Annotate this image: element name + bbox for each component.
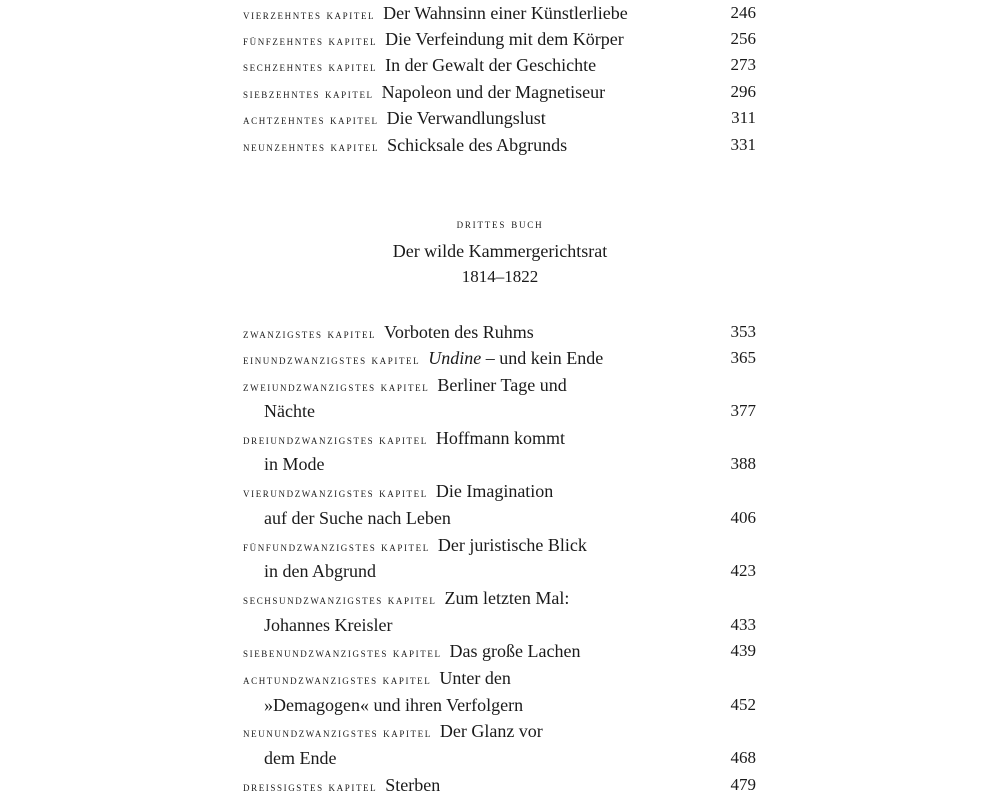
chapter-label: sechzehntes kapitel [243, 59, 378, 74]
chapter-label: fünfundzwanzigstes kapitel [243, 539, 430, 554]
toc-entry [243, 372, 756, 398]
toc-entry [243, 585, 756, 611]
chapter-title-italic: Undine [428, 348, 482, 368]
page-number: 311 [731, 108, 756, 127]
page-number: 452 [730, 695, 756, 714]
toc-entry [243, 26, 756, 52]
page-number: 331 [730, 135, 756, 154]
chapter-title-continuation: »Demagogen« und ihren Verfolgern [264, 695, 524, 715]
toc-entry [243, 425, 756, 451]
chapter-title-continuation: auf der Suche nach Leben [264, 508, 451, 528]
toc-entry [243, 319, 756, 345]
chapter-title: Das große Lachen [449, 641, 581, 661]
page-number: 246 [730, 3, 756, 22]
chapter-title: Der juristische Blick [437, 535, 587, 555]
chapter-title-continuation: dem Ende [264, 748, 337, 768]
page-number: 296 [730, 82, 756, 101]
chapter-title: Napoleon und der Magnetiseur [381, 82, 606, 102]
chapter-title: Die Imagination [435, 481, 554, 501]
page-number: 479 [730, 775, 756, 794]
chapter-title: Berliner Tage und [437, 375, 567, 395]
toc-entry [243, 79, 756, 105]
chapter-title: Die Verwandlungslust [386, 108, 546, 128]
toc-entry [243, 52, 756, 78]
chapter-label: zwanzigstes kapitel [243, 326, 377, 341]
chapter-title-continuation: in Mode [264, 454, 325, 474]
book-label: drittes buch [456, 216, 544, 231]
chapter-label: zweiundzwanzigstes kapitel [243, 379, 430, 394]
chapter-label: dreiundzwanzigstes kapitel [243, 432, 428, 447]
toc-entry [243, 718, 756, 744]
page-number: 433 [730, 615, 756, 634]
chapter-title: In der Gewalt der Geschichte [385, 55, 597, 75]
page-number: 256 [730, 29, 756, 48]
page-number: 377 [730, 401, 756, 420]
toc-entry-continuation [243, 612, 756, 638]
chapter-label: siebzehntes kapitel [243, 86, 374, 101]
toc-entry [243, 638, 756, 664]
chapter-label: einundzwanzigstes kapitel [243, 352, 421, 367]
toc-entry [243, 105, 756, 131]
toc-entry-continuation [243, 692, 756, 718]
toc-entry [243, 532, 756, 558]
toc-entry-continuation [243, 558, 756, 584]
chapter-title: Vorboten des Ruhms [384, 322, 534, 342]
toc-entry [243, 772, 756, 798]
chapter-title: Die Verfeindung mit dem Körper [385, 29, 624, 49]
chapter-label: achtzehntes kapitel [243, 112, 379, 127]
chapter-title: Der Glanz vor [439, 721, 543, 741]
toc-entry [243, 345, 756, 371]
toc-entry-continuation [243, 451, 756, 477]
book-title: Der wilde Kammergerichtsrat [392, 241, 608, 261]
chapter-title: Hoffmann kommt [435, 428, 565, 448]
toc-entry [243, 0, 756, 26]
page-number: 388 [730, 454, 756, 473]
page-number: 406 [730, 508, 756, 527]
toc-entry-continuation [243, 398, 756, 424]
chapter-title-rest: – und kein Ende [481, 348, 604, 368]
toc-entry-continuation [243, 505, 756, 531]
toc-entry [243, 132, 756, 158]
page-number: 273 [730, 55, 756, 74]
chapter-label: dreissigstes kapitel [243, 779, 378, 794]
chapter-title-continuation: Johannes Kreisler [264, 615, 393, 635]
page-number: 423 [730, 561, 756, 580]
chapter-title-continuation: in den Abgrund [264, 561, 376, 581]
page-number: 468 [730, 748, 756, 767]
toc-entry [243, 665, 756, 691]
chapter-label: sechsundzwanzigstes kapitel [243, 592, 437, 607]
chapter-label: neunundzwanzigstes kapitel [243, 725, 432, 740]
chapter-label: vierundzwanzigstes kapitel [243, 485, 428, 500]
chapter-label: siebenundzwanzigstes kapitel [243, 645, 442, 660]
book-years: 1814–1822 [461, 267, 539, 286]
page-number: 353 [730, 322, 756, 341]
chapter-title: Zum letzten Mal: [444, 588, 570, 608]
toc-entry [243, 478, 756, 504]
chapter-title [428, 348, 603, 368]
chapter-label: vierzehntes kapitel [243, 7, 376, 22]
chapter-label: neunzehntes kapitel [243, 139, 380, 154]
chapter-label: achtundzwanzigstes kapitel [243, 672, 432, 687]
page-number: 439 [730, 641, 756, 660]
page-number: 365 [730, 348, 756, 367]
chapter-label: fünfzehntes kapitel [243, 33, 378, 48]
chapter-title: Schicksale des Abgrunds [387, 135, 568, 155]
toc-entry-continuation [243, 745, 756, 771]
chapter-title: Unter den [439, 668, 511, 688]
chapter-title: Sterben [385, 775, 441, 795]
chapter-title: Der Wahnsinn einer Künstlerliebe [383, 3, 628, 23]
chapter-title-continuation: Nächte [264, 401, 315, 421]
